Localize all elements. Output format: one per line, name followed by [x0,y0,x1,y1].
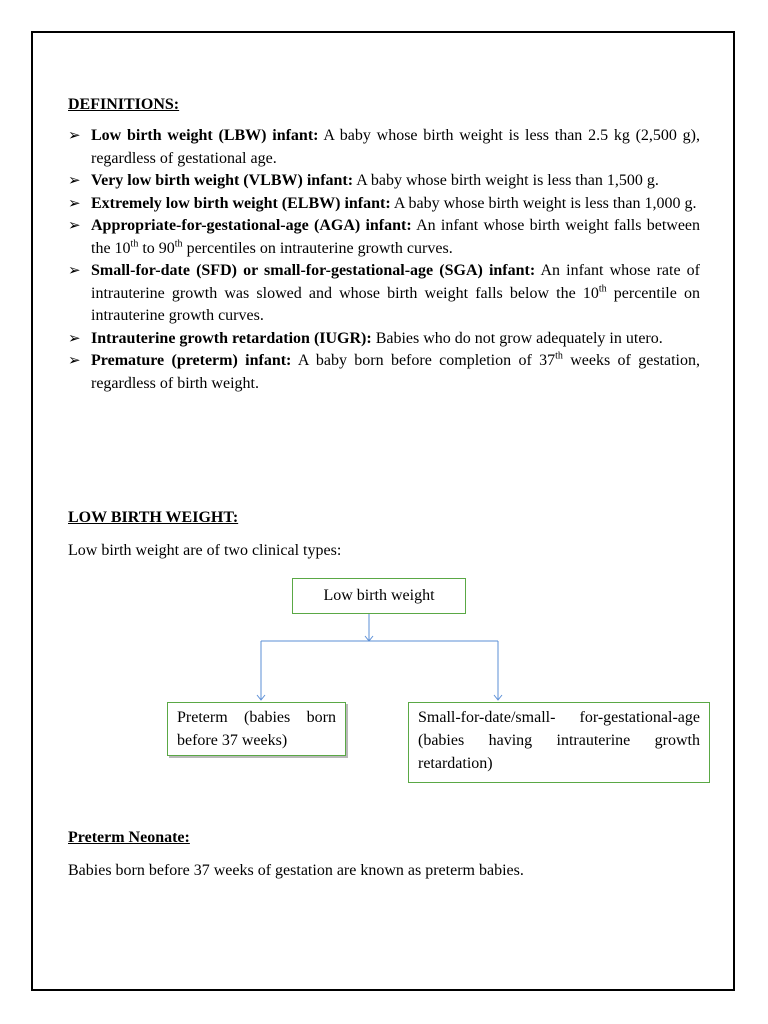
arrow-bullet-icon: ➢ [68,353,81,369]
definition-text: An infant whose birth weight falls between the 10 [91,217,701,257]
definition-text: A baby whose birth weight is less than 2.5 kg (2,500 g), regardless of gestational age. [91,127,700,167]
definition-text: to 90 [138,239,175,257]
definition-text: weeks of gestation, regardless of birth weight. [91,352,700,392]
arrow-bullet-icon: ➢ [68,195,81,212]
arrow-bullet-icon: ➢ [68,173,81,189]
superscript: th [130,238,139,250]
arrow-bullet-icon: ➢ [68,330,81,347]
diagram-root-label: Low birth weight [323,587,435,604]
definition-text: percentiles on intrauterine growth curves. [182,239,453,257]
superscript: th [598,283,607,295]
definition-term: Small-for-date (SFD) or small-for-gestational-age (SGA) infant: [91,262,536,279]
lbw-intro: Low birth weight are of two clinical types: [68,542,342,559]
definition-text: A baby born before completion of 37 [297,352,556,369]
preterm-heading: Preterm Neonate: [68,829,190,846]
definition-text: An infant whose rate of intrauterine growth was slowed and whose birth weight falls below the 10 [91,262,700,302]
superscript: th [174,238,183,250]
arrow-bullet-icon: ➢ [68,263,81,279]
definition-term: Premature (preterm) infant: [91,352,292,369]
definition-term: Extremely low birth weight (ELBW) infant: [91,194,391,212]
definition-term: Intrauterine growth retardation (IUGR): [91,329,372,347]
definition-text: Babies who do not grow adequately in utero. [375,329,663,347]
definition-text: percentile on intrauterine growth curves. [91,284,700,324]
diagram-root-box [292,578,466,614]
lbw-heading: LOW BIRTH WEIGHT: [68,509,239,526]
definition-text: A baby whose birth weight is less than 1,500 g. [356,172,659,189]
definition-text: A baby whose birth weight is less than 1,000 g. [393,194,697,212]
arrow-bullet-icon: ➢ [68,128,81,144]
arrow-bullet-icon: ➢ [68,218,81,234]
diagram-right-label: Small-for-date/small- for-gestational-age (babies having intrauterine growth retardation) [418,709,700,772]
diagram-left-box [167,702,346,756]
definition-term: Very low birth weight (VLBW) infant: [91,172,354,189]
definition-term: Appropriate-for-gestational-age (AGA) infant: [91,217,412,234]
diagram-right-box [408,702,710,783]
preterm-text: Babies born before 37 weeks of gestation are known as preterm babies. [68,862,524,879]
definition-term: Low birth weight (LBW) infant: [91,127,319,144]
superscript: th [555,350,563,362]
diagram-left-label: Preterm (babies born before 37 weeks) [177,709,336,749]
definitions-heading: DEFINITIONS: [68,96,180,113]
